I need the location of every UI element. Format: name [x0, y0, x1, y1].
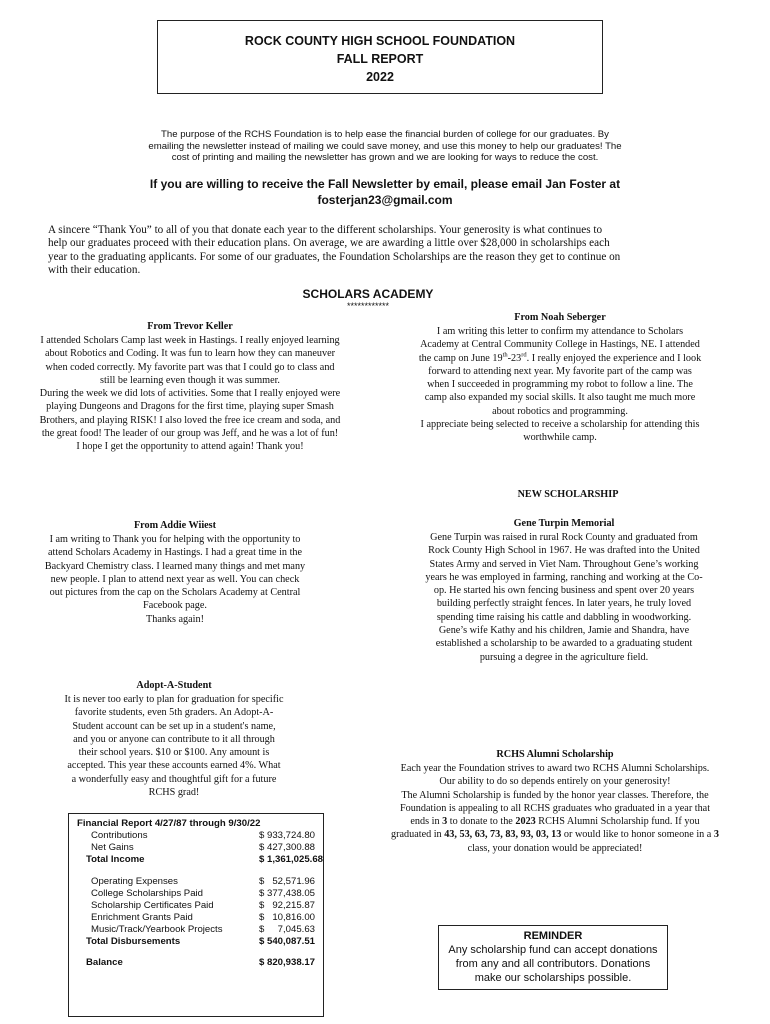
trevor-line: still be learning even though it was summer. [100, 374, 280, 386]
alumni-line: The Alumni Scholarship is funded by the honor year classes. Therefore, the [401, 789, 709, 801]
trevor-heading: From Trevor Keller [147, 321, 233, 332]
noah-line: about robotics and programming. [492, 405, 628, 417]
financial-value: $ 92,215.87 [259, 900, 316, 911]
email-address: fosterjan23@gmail.com [317, 193, 453, 207]
adopt-line: a wonderfully easy and thoughtful gift for a future [71, 773, 277, 785]
turpin-line: building perfectly straight fences. In later years, he truly loved [436, 598, 692, 610]
financial-value: $ 540,087.51 [259, 936, 316, 947]
reminder-line: Any scholarship fund can accept donations [448, 944, 658, 956]
financial-label: Contributions [91, 830, 148, 841]
alumni-line: class, your donation would be appreciated! [467, 842, 643, 854]
turpin-heading: Gene Turpin Memorial [513, 518, 615, 529]
financial-label: Enrichment Grants Paid [91, 912, 193, 923]
trevor-line: about Robotics and Coding. It was fun to learn how they can maneuver [45, 348, 335, 360]
header-year: 2022 [366, 70, 394, 84]
financial-value: $ 427,300.88 [259, 842, 316, 853]
trevor-line: During the week we did lots of activities. Some that I really enjoyed were [39, 388, 341, 400]
alumni-text: RCHS Alumni Scholarship fund. If you [535, 816, 700, 828]
financial-label: Music/Track/Yearbook Projects [91, 924, 223, 935]
addie-line: out pictures from the cap on the Scholars Academy at Central [49, 587, 301, 599]
addie-line: Backyard Chemistry class. I learned many things and met many [44, 560, 306, 572]
email-notice-line: If you are willing to receive the Fall Newsletter by email, please email Jan Foster at [149, 177, 621, 191]
adopt-line: their school years. $10 or $100. Any amount is [78, 747, 270, 759]
new-scholarship-title: NEW SCHOLARSHIP [517, 489, 619, 500]
adopt-line: accepted. This year these accounts earned 4%. What [67, 760, 281, 772]
alumni-bold: 3 [442, 816, 448, 828]
financial-value: $ 7,045.63 [259, 924, 316, 935]
header-subtitle: FALL REPORT [336, 52, 424, 66]
alumni-text: graduated in [391, 829, 445, 841]
noah-superscript: rd [521, 351, 527, 359]
financial-value: $ 820,938.17 [259, 957, 316, 968]
adopt-line: favorite students, even 5th graders. An Adopt-A- [74, 707, 274, 719]
noah-text: the camp on June 19 [418, 352, 503, 364]
financial-label: Net Gains [91, 842, 134, 853]
thank-you-line: year to the graduating applicants. For some of our graduates, the Foundation Scholarships are the reason they get to continue on [48, 250, 621, 263]
turpin-line: pursuing a degree in the agriculture field. [479, 651, 649, 663]
trevor-line: the great food! The leader of our group was Jeff, and he was a lot of fun! [41, 428, 339, 440]
financial-value: $ 1,361,025.68 [259, 854, 324, 865]
noah-letter [392, 311, 728, 445]
alumni-bold: 3 [713, 829, 719, 841]
email-notice [90, 176, 680, 208]
turpin-line: years he was employed in farming, ranching and working at the Co- [425, 571, 703, 583]
financial-value: $ 10,816.00 [259, 912, 316, 923]
financial-report [68, 813, 324, 1017]
reminder-line: make our scholarships possible. [474, 972, 632, 984]
turpin-memorial [398, 516, 730, 664]
turpin-line: Rock County High School in 1967. He was drafted into the United [428, 545, 700, 557]
noah-text: -23 [507, 352, 522, 364]
noah-line: I am writing this letter to confirm my attendance to Scholars [436, 326, 684, 337]
financial-title: Financial Report 4/27/87 through 9/30/22 [77, 818, 261, 829]
intro-paragraph [100, 129, 670, 164]
alumni-text: ends in [410, 816, 443, 828]
turpin-line: Gene Turpin was raised in rural Rock County and graduated from [430, 532, 698, 543]
noah-line: worthwhile camp. [523, 432, 597, 444]
addie-line: Thanks again! [146, 613, 204, 625]
intro-line: cost of printing and mailing the newsletter has grown and we are looking for ways to reduce the cost. [171, 152, 599, 164]
alumni-line: Each year the Foundation strives to award two RCHS Alumni Scholarships. [400, 763, 710, 774]
noah-superscript: th [502, 351, 508, 359]
financial-value: $ 933,724.80 [259, 830, 316, 841]
adopt-a-student [24, 679, 324, 799]
alumni-heading: RCHS Alumni Scholarship [496, 749, 614, 760]
financial-label: College Scholarships Paid [91, 888, 203, 899]
financial-value: $ 52,571.96 [259, 876, 316, 887]
trevor-line: when coded correctly. My favorite part was that I could go to class and [45, 361, 335, 373]
alumni-line [368, 815, 742, 828]
scholars-academy-title: SCHOLARS ACADEMY [302, 287, 434, 301]
adopt-line: It is never too early to plan for graduation for specific [64, 694, 284, 705]
noah-line: I appreciate being selected to receive a scholarship for attending this [420, 419, 700, 431]
alumni-line [368, 828, 742, 841]
noah-line: Academy at Central Community College in Hastings, NE. I attended [420, 339, 700, 351]
alumni-scholarship [368, 748, 742, 855]
alumni-bold: 2023 [515, 816, 536, 828]
trevor-letter [12, 319, 368, 454]
intro-line: emailing the newsletter instead of mailing we could save money, and use this money to help our graduates! The [148, 140, 622, 152]
addie-letter [20, 518, 330, 626]
intro-line: The purpose of the RCHS Foundation is to help ease the financial burden of college for our graduates. By [161, 129, 609, 140]
turpin-line: spending time raising his cattle and dabbling in woodworking. [436, 611, 692, 623]
thank-you-line: A sincere “Thank You” to all of you that donate each year to the different scholarships. Your generosity is what continues to [48, 224, 603, 236]
turpin-line: op. He started his own fencing business and spent over 20 years [433, 585, 695, 597]
financial-label: Scholarship Certificates Paid [91, 900, 214, 911]
financial-label: Operating Expenses [91, 876, 178, 887]
addie-line: Facebook page. [143, 600, 207, 612]
alumni-text: or would like to honor someone in a [561, 829, 714, 841]
reminder-line: from any and all contributors. Donations [455, 958, 651, 970]
financial-label: Total Disbursements [86, 936, 181, 947]
noah-line: forward to attending next year. My favorite part of the camp was [428, 365, 692, 377]
noah-text: . I really enjoyed the experience and I look [526, 352, 702, 364]
turpin-line: States Army and served in Viet Nam. Throughout Gene’s working [429, 558, 699, 570]
trevor-line: Brothers, and playing RISK! I also loved the free ice cream and soda, and [39, 414, 341, 426]
financial-value: $ 377,438.05 [259, 888, 316, 899]
adopt-heading: Adopt-A-Student [136, 680, 212, 691]
scholars-academy-stars: ************ [346, 301, 390, 311]
noah-line: camp also expanded my social skills. It also taught me much more [424, 392, 696, 404]
report-header [157, 20, 603, 94]
trevor-line: I attended Scholars Camp last week in Hastings. I really enjoyed learning [40, 335, 340, 346]
noah-line [392, 352, 728, 365]
financial-label: Total Income [86, 854, 145, 865]
thank-you-line: with their education. [48, 264, 141, 277]
header-title: ROCK COUNTY HIGH SCHOOL FOUNDATION [244, 34, 516, 48]
adopt-line: Student account can be set up in a student's name, [72, 720, 276, 732]
addie-line: I am writing to Thank you for helping with the opportunity to [49, 534, 301, 545]
turpin-line: Gene’s wife Kathy and his children, Jamie and Shandra, have [438, 625, 690, 637]
trevor-line: I hope I get the opportunity to attend again! Thank you! [76, 441, 304, 453]
reminder-title: REMINDER [523, 930, 583, 942]
alumni-line: Our ability to do so depends entirely on your generosity! [439, 776, 671, 788]
alumni-text: to donate to the [447, 816, 516, 828]
adopt-line: and you or anyone can contribute to it all through [73, 733, 275, 745]
alumni-line: Foundation is appealing to all RCHS graduates who graduated in a year that [399, 802, 711, 814]
alumni-years: 43, 53, 63, 73, 83, 93, 03, 13 [444, 829, 562, 841]
addie-line: attend Scholars Academy in Hastings. I had a great time in the [47, 547, 303, 559]
trevor-line: playing Dungeons and Dragons for the first time, playing super Smash [46, 401, 334, 413]
noah-heading: From Noah Seberger [514, 312, 606, 323]
thank-you-line: help our graduates proceed with their education plans. On average, we are awarding a little over $28,000 in scholarships each [48, 237, 610, 250]
financial-label: Balance [86, 957, 123, 968]
thank-you-paragraph [48, 224, 728, 278]
noah-line: when I succeeded in programming my robot to follow a line. The [427, 379, 693, 391]
addie-line: new people. I plan to attend next year as well. You can check [50, 573, 300, 585]
reminder-box [438, 925, 668, 990]
adopt-line: RCHS grad! [148, 787, 200, 799]
turpin-line: established a scholarship to be awarded to a graduating student [435, 638, 693, 650]
addie-heading: From Addie Wiiest [133, 520, 217, 531]
